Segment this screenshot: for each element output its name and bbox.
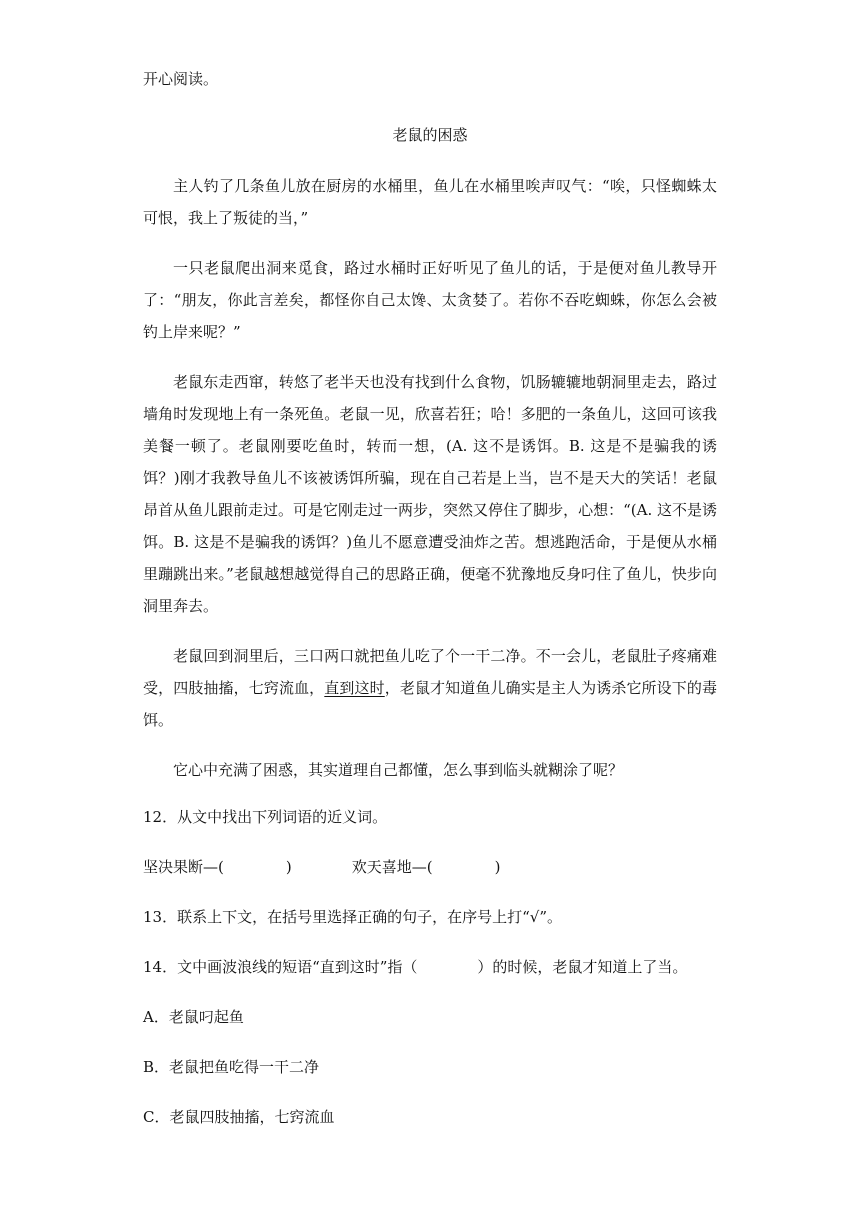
story-paragraph-5: 它心中充满了困惑，其实道理自己都懂，怎么事到临头就糊涂了呢？	[173, 761, 624, 779]
question-12-blanks	[143, 854, 717, 880]
story-paragraph-2: 一只老鼠爬出洞来觅食，路过水桶时正好听见了鱼儿的话，于是便对鱼儿教导开了：“朋友，你此言差矣，都怪你自己太馋、太贪婪了。若你不吞吃蜘蛛，你怎么会被钓上岸来呢？”	[143, 259, 717, 341]
story-paragraph-3: 老鼠东走西窜，转悠了老半天也没有找到什么食物，饥肠辘辘地朝洞里走去，路过墙角时发现地上有一条死鱼。老鼠一见，欣喜若狂；哈！多肥的一条鱼儿，这回可该我美餐一顿了。老鼠刚要吃鱼时，转而一想，(A. 这不是诱饵。B. 这是不是骗我的诱饵？)刚才我教导鱼儿不该被诱饵所骗，现在自己若是上当，岂不是天大的笑话！老鼠昂首从鱼儿跟前走过。可是它刚走过一两步，突然又停住了脚步，心想：“(A. 这不是诱饵。B. 这是不是骗我的诱饵？)鱼儿不愿意遭受油炸之苦。想逃跑活命，于是便从水桶里蹦跳出来。”老鼠越想越觉得自己的思路正确，便毫不犹豫地反身叼住了鱼儿，快步向洞里奔去。	[143, 373, 717, 615]
story-paragraph-1: 主人钓了几条鱼儿放在厨房的水桶里，鱼儿在水桶里唉声叹气：“唉，只怪蜘蛛太可恨，我上了叛徒的当，”	[143, 177, 717, 227]
intro-text: 开心阅读。	[143, 70, 219, 88]
blank-1-label: 坚决果断—(	[143, 858, 224, 876]
paragraph-4-start: 老鼠回到洞里后，三口两口就把鱼儿吃了个一干二净。不一会儿，老鼠肚子疼痛难受，四肢抽搐，七窍流血，	[143, 647, 717, 697]
story-paragraph-4	[143, 640, 717, 736]
blank-1-close: )	[285, 858, 292, 876]
option-b[interactable]: B．老鼠把鱼吃得一干二净	[143, 1058, 320, 1076]
question-13: 13．联系上下文，在括号里选择正确的句子，在序号上打“√”。	[143, 908, 562, 926]
option-c[interactable]: C．老鼠四肢抽搐，七窍流血	[143, 1108, 335, 1126]
document-content	[143, 66, 717, 1130]
blank-2-close: )	[494, 858, 501, 876]
question-12: 12．从文中找出下列词语的近义词。	[143, 808, 388, 826]
paragraph-4-end: ，老鼠才知道鱼儿确实是主人为诱杀它所设下的毒饵。	[143, 679, 717, 729]
question-14: 14．文中画波浪线的短语“直到这时”指（ ）的时候，老鼠才知道上了当。	[143, 958, 688, 976]
marked-phrase: 直到这时	[324, 679, 385, 697]
story-title: 老鼠的困惑	[392, 126, 468, 144]
option-a[interactable]: A．老鼠叼起鱼	[143, 1008, 244, 1026]
blank-2-label: 欢天喜地—(	[351, 858, 433, 876]
